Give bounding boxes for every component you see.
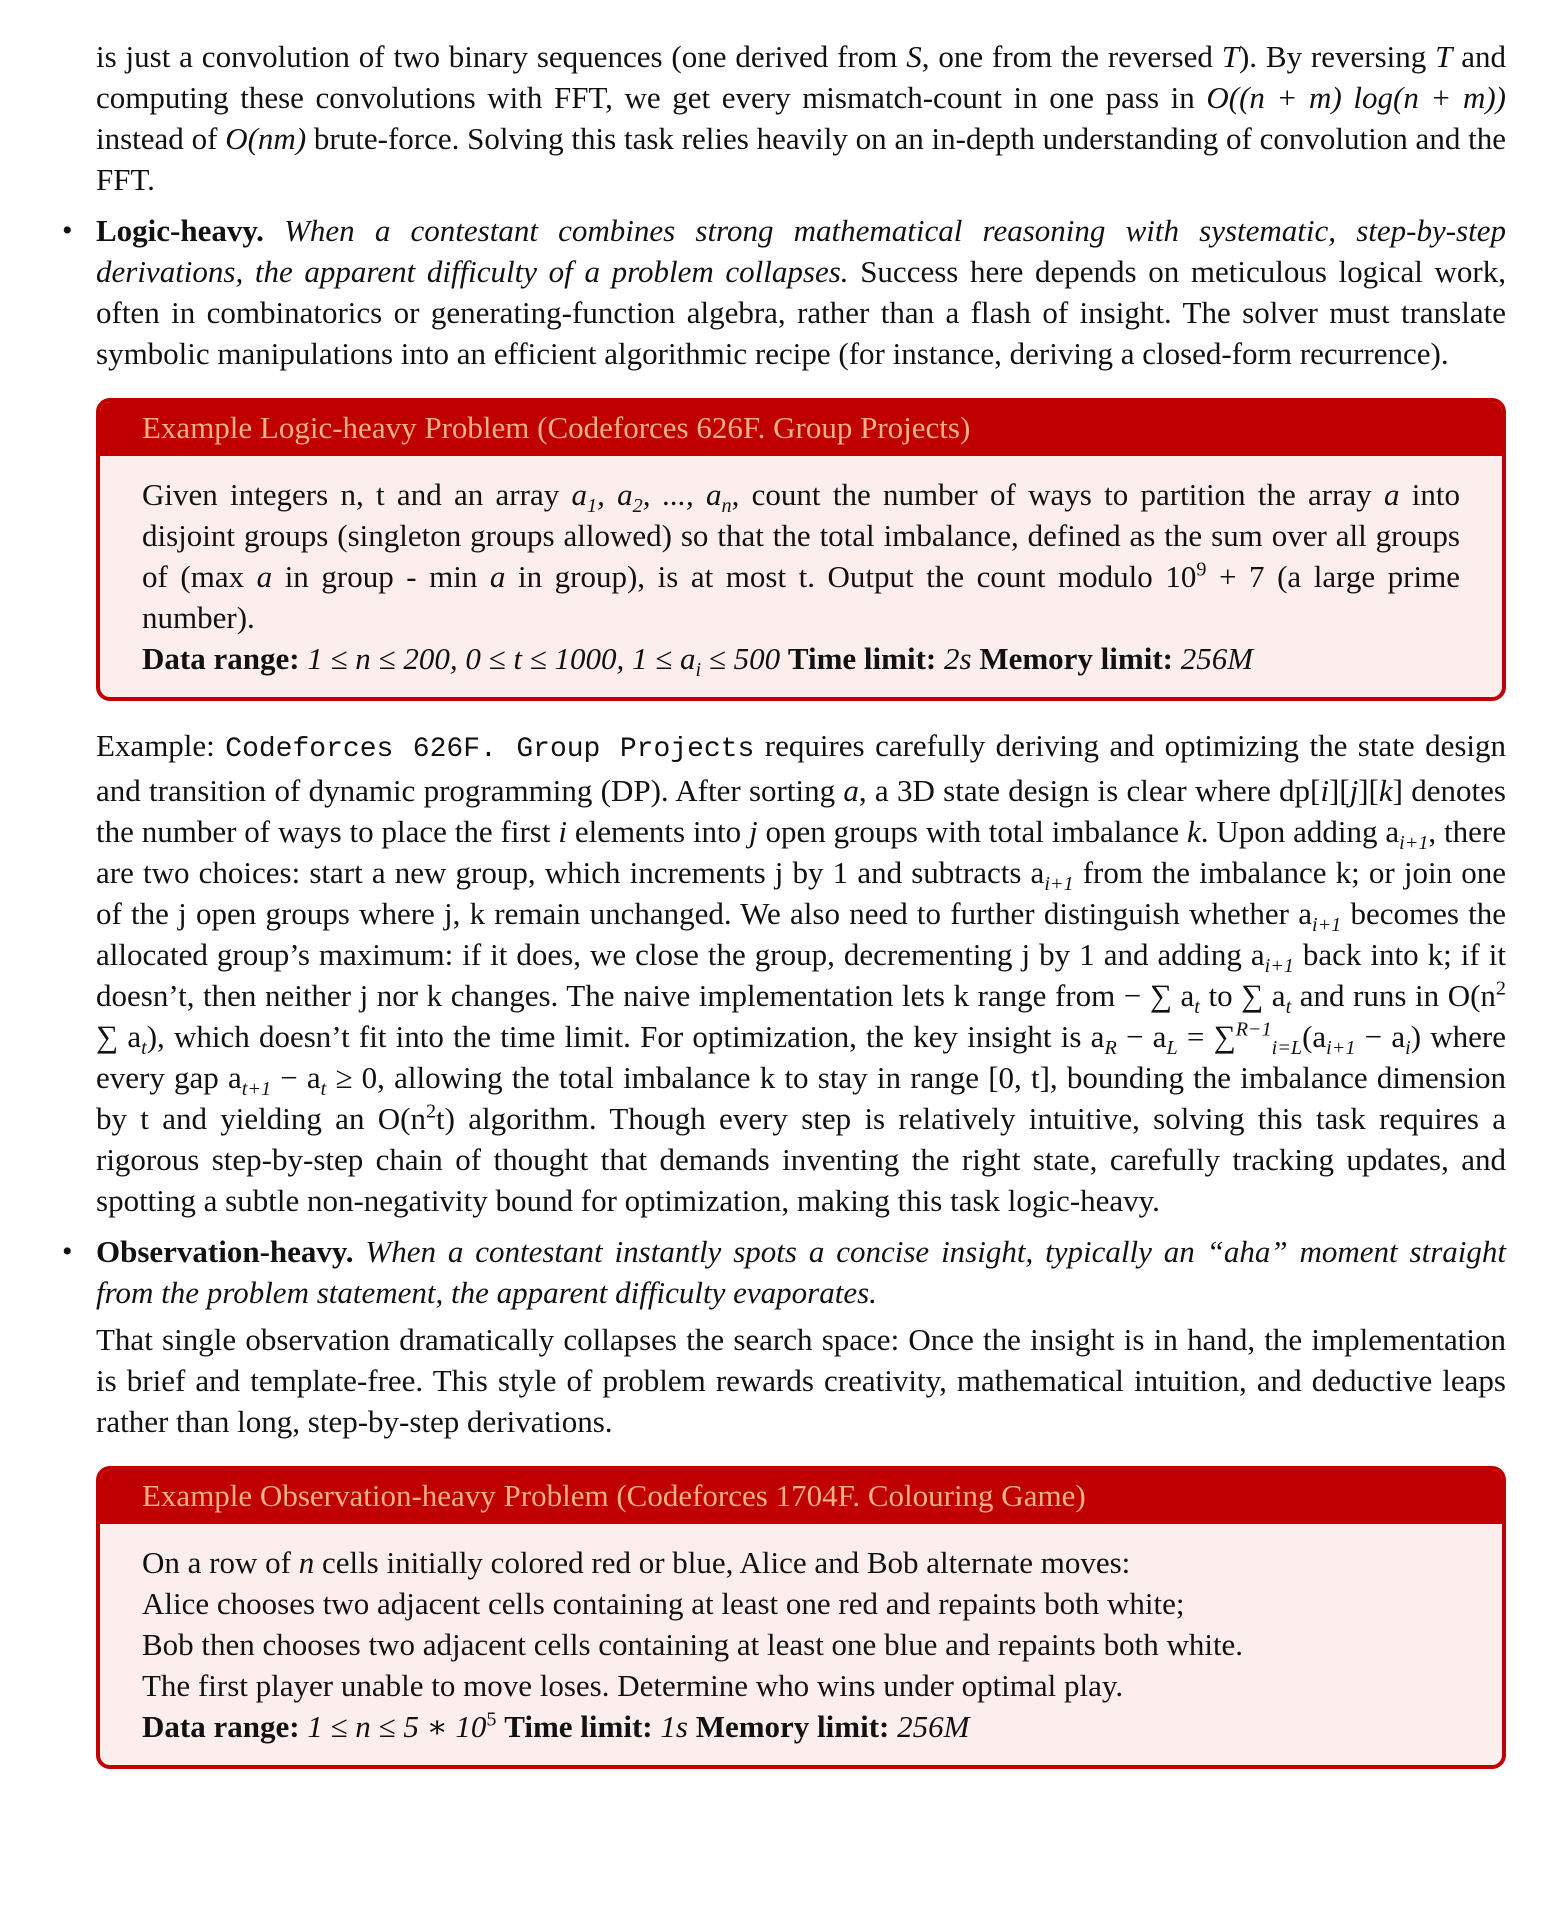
- observation-heavy-paragraph: [96, 1231, 1506, 1313]
- logic-heavy-paragraph: [96, 210, 1506, 374]
- subscript: t: [1194, 996, 1200, 1019]
- observation-example-box: [96, 1466, 1506, 1769]
- text: from the imbalance k; or join one of the j open groups where j, k remain unchanged. We also need to further distinguish whether a: [96, 855, 1506, 931]
- text: brute-force. Solving this task relies heavily on an in-depth understanding of convolution and the FFT.: [96, 121, 1506, 197]
- time-limit-value: 2s: [936, 641, 980, 676]
- bullet-marker: •: [62, 214, 73, 247]
- observation-paragraph: That single observation dramatically collapses the search space: Once the insight is in hand, the implementation is brief and template-free. This style of problem rewards creativity, mathematical intuition, and deductive leaps rather than long, step-by-step derivations.: [96, 1322, 1506, 1439]
- subscript: R: [1104, 1037, 1117, 1060]
- data-range-value: 1 ≤ n ≤ 5 ∗ 10: [299, 1709, 487, 1744]
- text: t) algorithm. Though every step is relatively intuitive, solving this task requires a rigorous step-by-step chain of thought that demands inventing the right state, carefully tracking updates, and spotting a subtle non-negativity bound for optimization, making this task logic-heavy.: [96, 1101, 1506, 1218]
- text: ), which doesn’t fit into the time limit. For optimization, the key insight is a: [146, 1019, 1105, 1054]
- problem-line: [142, 1542, 1460, 1583]
- math: j: [1349, 773, 1359, 808]
- box-body: [100, 456, 1502, 697]
- subscript: i+1: [1044, 873, 1074, 896]
- text: Example:: [96, 728, 226, 763]
- math-T: T: [1221, 39, 1239, 74]
- superscript: 5: [486, 1708, 497, 1731]
- subscript: i+1: [1311, 914, 1342, 937]
- intro-paragraph: [96, 36, 1506, 200]
- text: = ∑: [1177, 1019, 1236, 1054]
- text: and runs in O(n: [1291, 978, 1496, 1013]
- text: Given integers n, t and an array: [142, 477, 572, 512]
- text: requires carefully deriving and optimizing the state design and transition of dynamic programming (DP). After sorting: [96, 728, 1507, 808]
- data-range-label: Data range:: [142, 641, 300, 676]
- math: k: [1378, 773, 1393, 808]
- time-limit-value: 1s: [652, 1709, 696, 1744]
- text: open groups with total imbalance: [757, 814, 1188, 849]
- text: is just a convolution of two binary sequences (one derived from: [96, 39, 907, 74]
- subscript: L: [1166, 1037, 1178, 1060]
- math-S: S: [906, 39, 922, 74]
- superscript: 9: [1196, 558, 1207, 581]
- bullet-marker: •: [62, 1235, 73, 1268]
- math-n: n: [298, 1545, 315, 1580]
- text: , one from the reversed: [921, 39, 1222, 74]
- memory-limit-label: Memory limit:: [979, 641, 1173, 676]
- math: i: [558, 814, 567, 849]
- logic-heavy-item: [62, 210, 1507, 1221]
- math-array: $a_1$, $a_2$, ..., $a_n$: [571, 477, 732, 518]
- math: j: [748, 814, 758, 849]
- item-text: Success here depends on meticulous logical work, often in combinatorics or generating-function algebra, rather than a flash of insight. The solver must translate symbolic manipulations into an efficient algorithmic recipe (for instance, deriving a closed-form recurrence).: [96, 254, 1507, 371]
- observation-heavy-item: [62, 1231, 1506, 1769]
- math-a: a: [256, 559, 273, 594]
- text: elements into: [566, 814, 749, 849]
- math: k: [1187, 814, 1201, 849]
- math-T: T: [1435, 39, 1453, 74]
- text: in group), is at most t. Output the count modulo 10: [505, 559, 1197, 594]
- box-title: Example Logic-heavy Problem (Codeforces 626F. Group Projects): [100, 402, 1502, 456]
- text: into disjoint groups (singleton groups allowed) so that the total imbalance, defined as the sum over all groups of (max: [142, 477, 1461, 594]
- text: , a 3D state design is clear where dp[: [858, 773, 1321, 808]
- text: ∑ a: [96, 1019, 142, 1054]
- subscript: i+1: [1399, 832, 1429, 855]
- math: i: [1320, 773, 1329, 808]
- problem-line: The first player unable to move loses. Determine who wins under optimal play.: [142, 1668, 1124, 1703]
- text: and computing these convolutions with FFT, we get every mismatch-count in one pass in: [96, 39, 1506, 115]
- subscript: t: [1285, 996, 1292, 1019]
- text: (a: [1302, 1019, 1327, 1054]
- subscript: i+1: [1326, 1037, 1356, 1060]
- memory-limit-value: 256M: [1172, 641, 1254, 676]
- superscript: 2: [1495, 977, 1506, 1000]
- time-limit-label: Time limit:: [504, 1709, 653, 1744]
- text: ][: [1358, 773, 1379, 808]
- text: ][: [1328, 773, 1350, 808]
- text: , there are two choices: start a new group, which increments j by 1 and subtracts a: [96, 814, 1506, 890]
- math-complexity: O((n + m) log(n + m)): [1206, 80, 1506, 115]
- subscript: t: [141, 1037, 147, 1060]
- text: ). By reversing: [1238, 39, 1436, 74]
- superscript: 2: [425, 1100, 437, 1123]
- superscript: R−1: [1235, 1018, 1272, 1041]
- subscript: t: [320, 1078, 327, 1101]
- math-a: a: [489, 559, 506, 594]
- subscript: i=L: [1271, 1037, 1303, 1060]
- text: . Upon adding a: [1200, 814, 1400, 849]
- text: ] denotes the number of ways to place the first: [96, 773, 1506, 849]
- paper-page: [62, 36, 1507, 1793]
- subscript: i+1: [1264, 955, 1294, 978]
- text: − a: [1355, 1019, 1406, 1054]
- logic-example-explanation: [96, 725, 1506, 1221]
- text: instead of: [96, 121, 226, 156]
- problem-limits: [142, 1706, 1460, 1747]
- data-range-value: ≤ 500: [701, 641, 788, 676]
- text: + 7 (a large prime number).: [142, 559, 1460, 635]
- math-complexity: O(nm): [225, 121, 307, 156]
- item-lead: When a contestant instantly spots a concise insight, typically an “aha” moment straight from the problem statement, the apparent difficulty evaporates.: [96, 1234, 1506, 1310]
- subscript: i: [1405, 1037, 1411, 1060]
- text: to ∑ a: [1199, 978, 1286, 1013]
- problem-code: Codeforces 626F. Group Projects: [225, 734, 755, 765]
- memory-limit-value: 256M: [889, 1709, 970, 1744]
- problem-line: Bob then chooses two adjacent cells containing at least one blue and repaints both white.: [142, 1627, 1244, 1662]
- text: − a: [1116, 1019, 1167, 1054]
- box-body: [100, 1524, 1502, 1765]
- problem-statement: [142, 474, 1460, 638]
- math-a: a: [1383, 477, 1400, 512]
- problem-line: Alice chooses two adjacent cells containing at least one red and repaints both white;: [142, 1586, 1185, 1621]
- data-range-value: 1 ≤ n ≤ 200, 0 ≤ t ≤ 1000, 1 ≤ a: [299, 641, 696, 676]
- data-range-label: Data range:: [142, 1709, 300, 1744]
- item-lead: When a contestant combines strong mathematical reasoning with systematic, step-by-step derivations, the apparent difficulty of a problem collapses.: [96, 213, 1506, 289]
- time-limit-label: Time limit:: [787, 641, 937, 676]
- text: back into k; if it doesn’t, then neither j nor k changes. The naive implementation lets k range from − ∑ a: [96, 937, 1506, 1013]
- memory-limit-label: Memory limit:: [695, 1709, 890, 1744]
- item-label: Observation-heavy.: [96, 1234, 354, 1269]
- text: − a: [271, 1060, 321, 1095]
- subscript: i: [695, 659, 702, 682]
- text: in group - min: [272, 559, 490, 594]
- subscript: t+1: [241, 1078, 272, 1101]
- text: ) where every gap a: [96, 1019, 1507, 1095]
- item-label: Logic-heavy.: [96, 213, 264, 248]
- text: ≥ 0, allowing the total imbalance k to stay in range [0, t], bounding the imbalance dimension by t and yielding an O(n: [96, 1060, 1506, 1136]
- text: becomes the allocated group’s maximum: if it does, we close the group, decrementing j by 1 and adding a: [96, 896, 1507, 972]
- text: On a row of: [142, 1545, 299, 1580]
- math: a: [843, 773, 859, 808]
- logic-example-box: [96, 398, 1506, 701]
- problem-limits: [142, 638, 1460, 682]
- text: , count the number of ways to partition the array: [731, 477, 1384, 512]
- text: cells initially colored red or blue, Alice and Bob alternate moves:: [314, 1545, 1131, 1580]
- box-title: Example Observation-heavy Problem (Codeforces 1704F. Colouring Game): [100, 1470, 1502, 1524]
